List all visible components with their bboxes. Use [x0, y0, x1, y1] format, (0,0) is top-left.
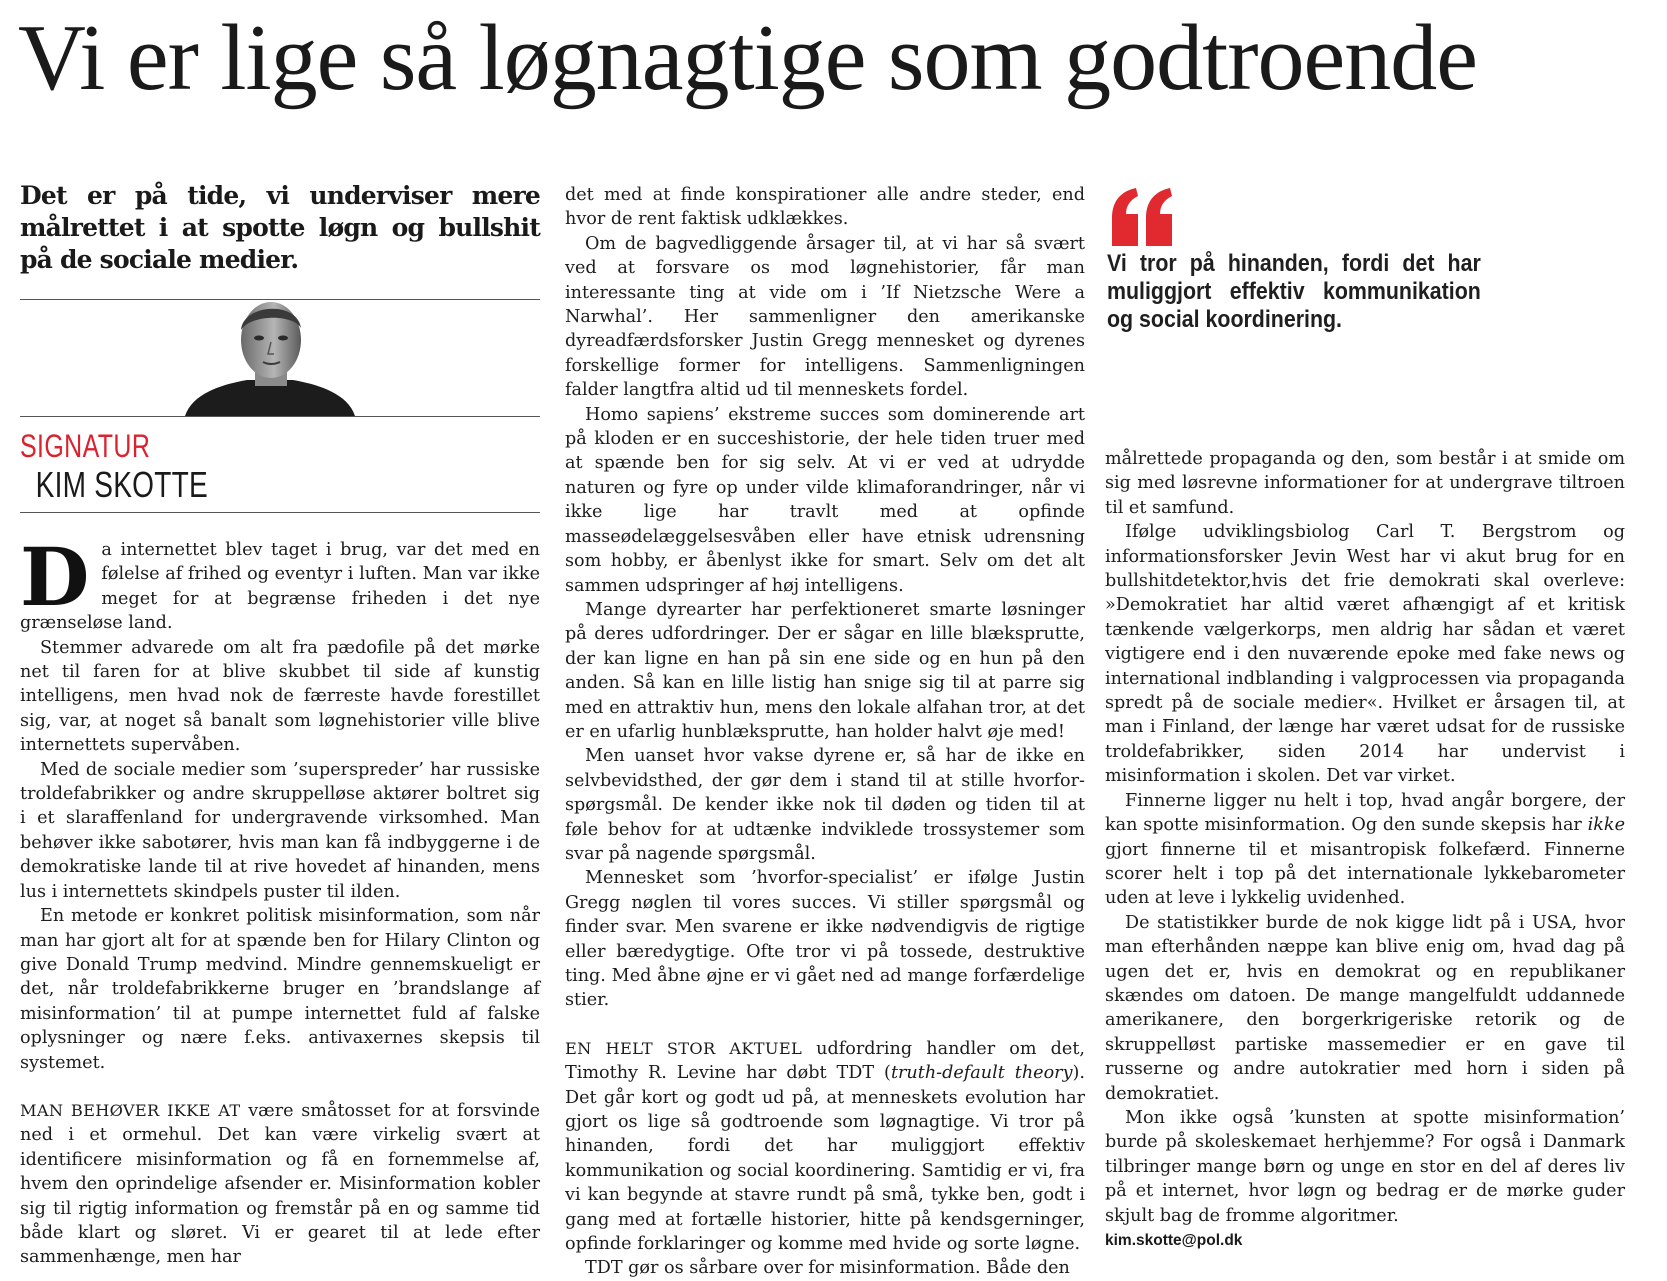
article-deck: Det er på tide, vi underviser mere målrettet i at spotte løgn og bullshit på de sociale medier.	[20, 181, 540, 274]
paragraph	[565, 1037, 1085, 1257]
quote-icon	[1108, 188, 1176, 246]
paragraph: Om de bagvedliggende årsager til, at vi har så svært ved at forsvare os mod løgnehistorier, får man interessante ting at vide om i ’If Nietzsche Were a Narwhal’. Her sammenligner den amerikanske dyreadfærdsforsker Justin Gregg mennesket og dyrenes forskellige former for intelligens. Sammenligningen falder langtfra altid ud til menneskets fordel.	[565, 233, 1085, 401]
paragraph-text: udfordring handler om det, Timothy R. Levine har døbt TDT (	[565, 1038, 1085, 1084]
paragraph: De statistikker burde de nok kigge lidt på i USA, hvor man efterhånden næppe kan blive enig om, hvad dag på ugen det er, hvis en demokrat og en republikaner skændes om datoen. De mange mangelfuldt uddannede amerikanere, den borgerkrigeriske retorik og de skruppelløst partiske massemedier er en gave til russerne og andre autokratier med horn i siden på demokratiet.	[1105, 912, 1625, 1104]
paragraph: Stemmer advarede om alt fra pædofile på det mørke net til faren for at blive skubbet til side af kunstig intelligens, men hvad nok de færreste havde forestillet sig, var, at noget så banalt som løgnehistorier ville blive internettets supervåben.	[20, 637, 540, 756]
divider-portrait	[20, 416, 540, 417]
divider-signature	[20, 512, 540, 513]
paragraph: En metode er konkret politisk misinformation, som når man har gjort alt for at spænde ben for Hilary Clinton og give Donald Trump medvind. Mindre gennemskueligt er det, når troldefabrikkerne bruger en ’brandslange af misinformation’ til at pumpe internettet fuld af falske oplysninger og nære f.eks. antivaxernes skepsis til systemet.	[20, 906, 540, 1073]
article-headline: Vi er lige så løgnagtige som godtroende	[18, 6, 1477, 110]
paragraph-text: gjort finnerne til et misantropisk folkefærd. Finnerne scorer helt i top på det internationale lykkebarometer uden at leve i lykkelig uvidenhed.	[1105, 839, 1625, 909]
paragraph: målrettede propaganda og den, som består i at smide om sig med løsrevne informationer for at undergrave tiltroen til et samfund.	[1105, 449, 1625, 518]
run-in-heading: MAN BEHØVER IKKE AT	[20, 1100, 241, 1120]
paragraph	[20, 530, 540, 636]
author-name: KIM SKOTTE	[35, 464, 209, 505]
paragraph: Med de sociale medier som ’superspreder’ har russiske troldefabrikker og andre skruppelløse aktører boltret sig i et slaraffenland for undergravende virksomhed. Man behøver ikke sabotører, hvis man kan få indbyggerne i de demokratiske lande til at rive hovedet af hinanden, mens lus i internettets skindpels puster til ilden.	[20, 759, 540, 902]
article-column-2	[565, 183, 1085, 1279]
paragraph: Mennesket som ’hvorfor-specialist’ er ifølge Justin Gregg nøglen til vores succes. Vi stiller spørgsmål og finder svar. Men svarene er ikke nødvendigvis de rigtige eller bæredygtige. Ofte tror vi på tossede, destruktive ting. Med åbne øjne er vi gået ned ad mange forfærdelige stier.	[565, 868, 1085, 1011]
author-portrait	[185, 300, 355, 416]
article-column-3	[1105, 447, 1625, 1249]
paragraph: Homo sapiens’ ekstreme succes som dominerende art på kloden er en succeshistorie, der hele tiden truer med at spænde ben for sig selv. At vi er ved at udrydde naturen og fyre op under vilde klimaforandringer, når vi ikke lige har travlt med at opfinde masseødelæggelsesvåben eller have etnisk udrensning som hobby, er åbenlyst ikke for smart. Selv om det alt sammen udspringer af høj intelligens.	[565, 404, 1085, 596]
paragraph-text: ). Det går kort og godt ud på, at menneskets evolution har gjort os lige så godtroende som løgnagtige. Vi tror på hinanden, fordi det har muliggjort effektiv kommunikation og social koordinering. Samtidig er vi, fra vi kan begynde at stavre rundt på små, tykke ben, godt i gang med at fortælle historier, hitte på kendsgerninger, opfinde forklaringer og komme med hvide og sorte løgne.	[565, 1063, 1085, 1255]
paragraph: det med at finde konspirationer alle andre steder, end hvor de rent faktisk udklækkes.	[565, 185, 1085, 230]
paragraph: Ifølge udviklingsbiolog Carl T. Bergstrom og informationsforsker Jevin West har vi akut brug for en bullshitdetektor,hvis det frie demokrati skal overleve: »Demokratiet har altid været afhængigt af et kritisk tænkende vælgerkorps, men aldrig har sådan et været vigtigere end i den nuværende epoke med fake news og international indblanding i valgprocessen via propaganda spredt på de sociale medier«. Hvilket er årsagen til, at man i Finland, der længe har været udsat for de russiske troldefabrikker, siden 2014 har undervist i misinformation i skolen. Det var virket.	[1105, 522, 1625, 787]
emphasis-text: truth-default theory	[890, 1063, 1073, 1084]
paragraph: TDT gør os sårbare over for misinformation. Både den	[585, 1258, 1070, 1279]
paragraph-text: være småtosset for at forsvinde ned i et ormehul. Det kan være virkelig svært at identificere misinformation og få en fornemmelse af, hvem den oprindelige afsender er. Misinformation kobler sig til rigtig information og fremstår på en og samme tid både klart og sløret. Vi er gearet til at lede efter sammenhænge, men har	[20, 1100, 541, 1268]
drop-cap: D	[20, 530, 90, 624]
paragraph: Mange dyrearter har perfektioneret smarte løsninger på deres udfordringer. Der er sågar en lille blæksprutte, der kan ligne en han på sin ene side og en hun på den anden. Så kan en lille listig han snige sig til at parre sig med en attraktiv hun, mens den lokale alfahan tror, at det er en ufarlig hunblæksprutte, han holder halvt øje med!	[565, 599, 1085, 742]
paragraph: Mon ikke også ’kunsten at spotte misinformation’ burde på skoleskemaet herhjemme? For også i Danmark tilbringer mange børn og unge en stor en del af deres liv på et internet, hvor løgn og bedrag er de mørke guder skjult bag de fromme algoritmer.	[1105, 1107, 1625, 1226]
run-in-heading: EN HELT STOR AKTUEL	[565, 1038, 803, 1058]
paragraph-text: Finnerne ligger nu helt i top, hvad angår borgere, der kan spotte misinformation. Og den sunde skepsis har	[1105, 790, 1625, 836]
emphasis-text: ikke	[1587, 815, 1625, 836]
paragraph: Men uanset hvor vakse dyrene er, så har de ikke en selvbevidsthed, der gør dem i stand til at stille hvorfor-spørgsmål. De kender ikke nok til døden og tiden til at føle behov for at udtænke indviklede trossystemer som svar på nagende spørgsmål.	[565, 746, 1085, 864]
paragraph	[1105, 789, 1625, 911]
paragraph	[20, 1099, 540, 1270]
article-column-1	[20, 530, 541, 1268]
author-email: kim.skotte@pol.dk	[1105, 1232, 1243, 1249]
pull-quote: Vi tror på hinanden, fordi det har muliggjort effektiv kommunikation og social koordinering.	[1107, 250, 1481, 333]
signature-label: SIGNATUR	[20, 428, 151, 464]
paragraph-text: a internettet blev taget i brug, var det med en følelse af frihed og eventyr i luften. Man var ikke meget for at begrænse friheden i det nye grænseløse land.	[20, 540, 540, 634]
